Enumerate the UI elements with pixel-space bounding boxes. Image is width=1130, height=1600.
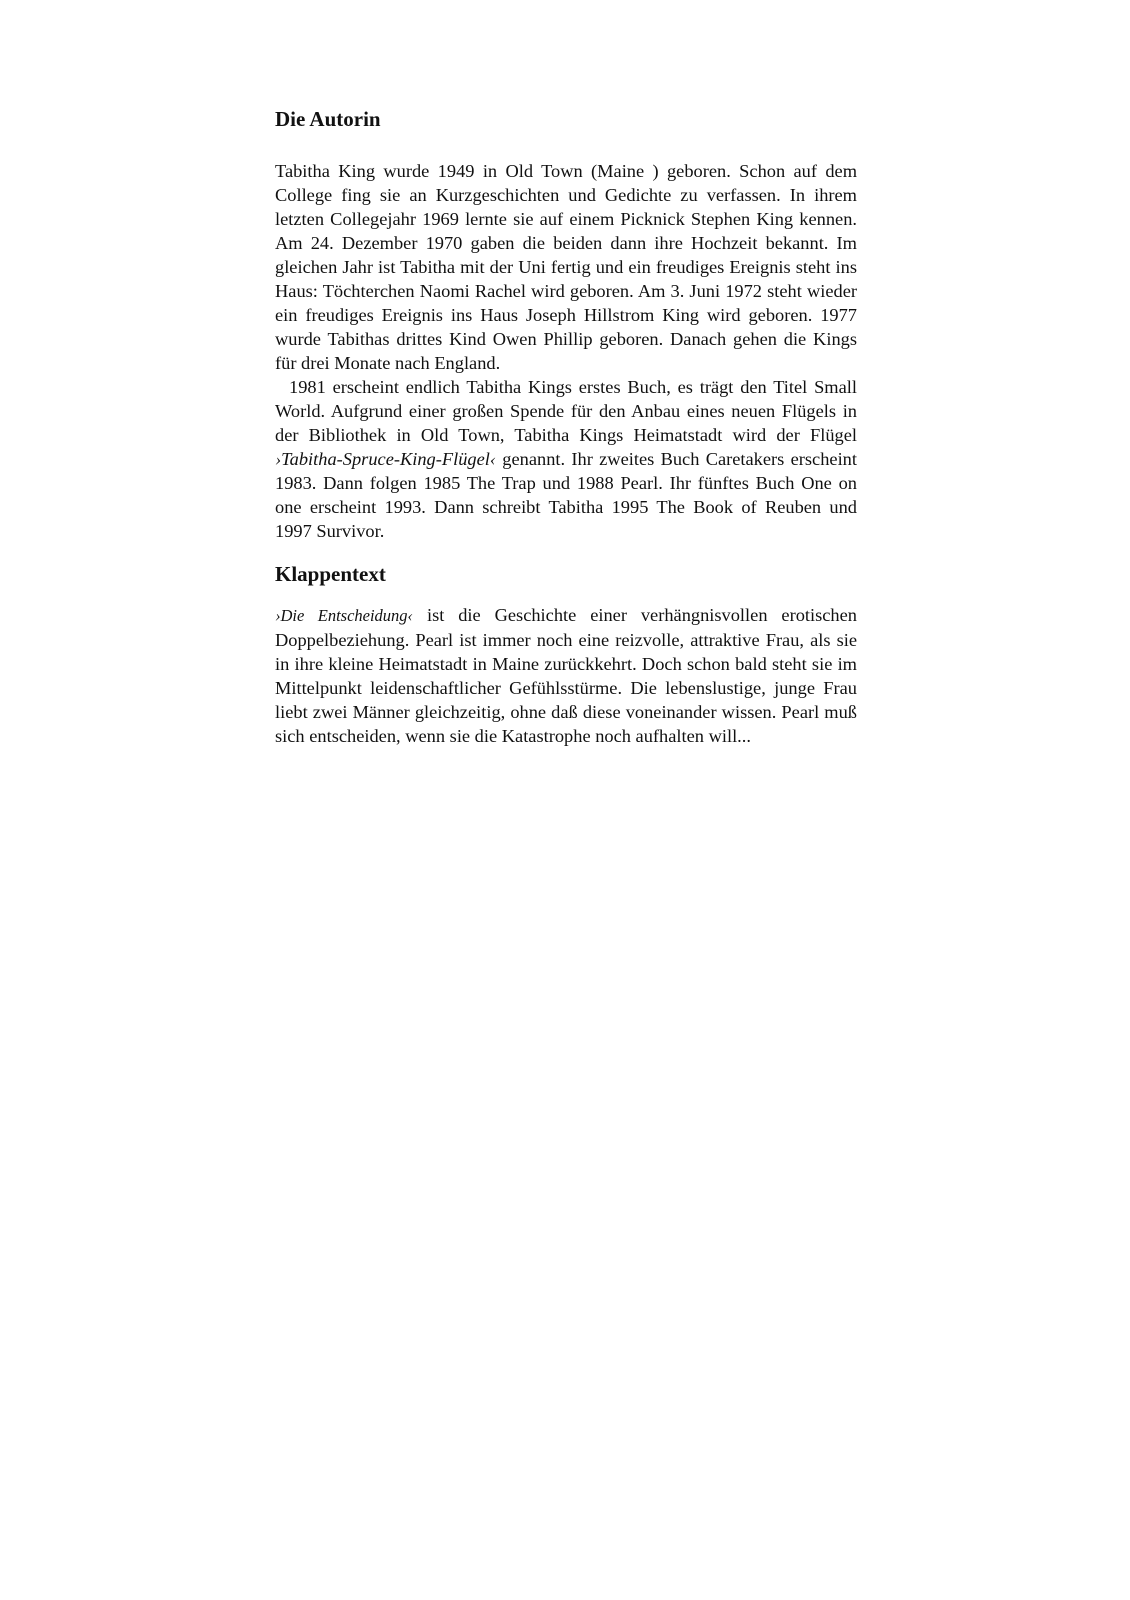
section-heading-klappentext: Klappentext — [275, 562, 386, 586]
document-page — [275, 106, 857, 748]
klappentext-paragraph — [275, 603, 857, 748]
autorin-paragraph-2-italic: ›Tabitha-Spruce-King-Flügel‹ — [275, 449, 497, 469]
autorin-paragraph-1: Tabitha King wurde 1949 in Old Town (Maine ) geboren. Schon auf dem College fing sie an Kurzgeschichten und Gedichte zu verfassen. In ihrem letzten Collegejahr 1969 lernte sie auf einem Picknick Stephen King kennen. Am 24. Dezember 1970 gaben die beiden dann ihre Hochzeit bekannt. Im gleichen Jahr ist Tabitha mit der Uni fertig und ein freudiges Ereignis steht ins Haus: Töchterchen Naomi Rachel wird geboren. Am 3. Juni 1972 steht wieder ein freudiges Ereignis ins Haus Joseph Hillstrom King wird geboren. 1977 wurde Tabithas drittes Kind Owen Phillip geboren. Danach gehen die Kings für drei Monate nach England. — [275, 161, 857, 373]
klappentext-italic-title: ›Die Entscheidung‹ — [275, 606, 414, 625]
autorin-paragraph-2-text-b: genannt. Ihr zweites Buch Caretakers erscheint 1983. Dann folgen 1985 The Trap und 1988 Pearl. Ihr fünftes Buch One on one erscheint 1993. Dann schreibt Tabitha 1995 The Book of Reuben und 1997 Survivor. — [275, 449, 857, 541]
klappentext-text: ist die Geschichte einer verhängnisvollen erotischen Doppelbeziehung. Pearl ist immer noch eine reizvolle, attraktive Frau, als sie in ihre kleine Heimatstadt in Maine zurückkehrt. Doch schon bald steht sie im Mittelpunkt leidenschaftlicher Gefühlsstürme. Die lebenslustige, junge Frau liebt zwei Männer gleichzeitig, ohne daß diese voneinander wissen. Pearl muß sich entscheiden, wenn sie die Katastrophe noch aufhalten will... — [275, 605, 857, 746]
autorin-paragraph-2-text-a: 1981 erscheint endlich Tabitha Kings erstes Buch, es trägt den Titel Small World. Aufgrund einer großen Spende für den Anbau eines neuen Flügels in der Bibliothek in Old Town, Tabitha Kings Heimatstadt wird der Flügel — [275, 377, 857, 445]
autorin-paragraph-2 — [275, 375, 857, 543]
section-heading-autorin: Die Autorin — [275, 107, 381, 131]
